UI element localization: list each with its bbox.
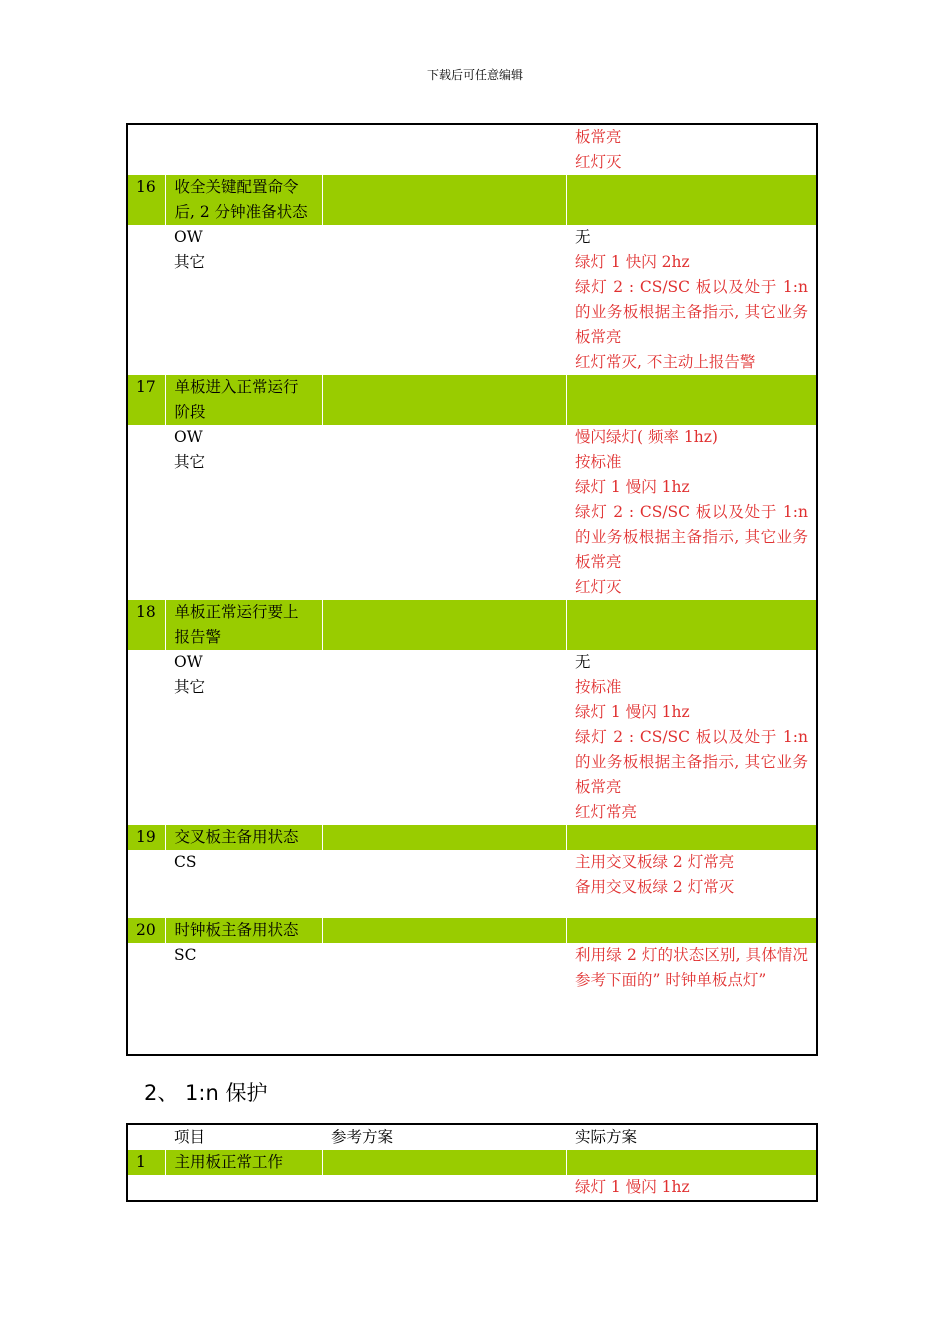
detail-line: 慢闪绿灯( 频率 1hz): [575, 428, 718, 446]
section-header-row: [127, 175, 817, 225]
detail-line: 红灯灭: [575, 153, 622, 171]
detail-line: 绿灯 2 : CS/SC 板以及处于 1:n 的业务板根据主备指示, 其它业务板常亮: [575, 278, 808, 346]
section-title: 主用板正常工作: [165, 1150, 322, 1175]
table-row: [127, 124, 817, 175]
table-row: [127, 225, 817, 375]
table-row: [127, 650, 817, 825]
board-type-cell: OW 其它: [174, 228, 206, 271]
detail-line: 主用交叉板绿 2 灯常亮: [575, 853, 735, 871]
led-status-table: [126, 123, 818, 1056]
detail-line: 备用交叉板绿 2 灯常灭: [575, 878, 735, 896]
right-cell: [566, 850, 817, 918]
right-cell: [566, 225, 817, 375]
right-cell: [566, 124, 817, 175]
detail-line: 红灯常亮: [575, 803, 638, 821]
section-header-row: [127, 600, 817, 650]
section-header-row: [127, 825, 817, 850]
detail-line: 绿灯 1 慢闪 1hz: [575, 1178, 690, 1196]
header-row: [127, 1124, 817, 1150]
column-header: 项目: [174, 1128, 206, 1146]
detail-line: 无: [575, 653, 591, 671]
section-title: 单板进入正常运行 阶段: [165, 375, 322, 425]
board-type-cell: CS: [174, 853, 197, 871]
detail-line: 红灯灭: [575, 578, 622, 596]
protection-table: [126, 1123, 818, 1202]
section-header-row: [127, 1150, 817, 1175]
detail-line: 绿灯 2 : CS/SC 板以及处于 1:n 的业务板根据主备指示, 其它业务板常亮: [575, 728, 808, 796]
row-number: 19: [127, 825, 165, 850]
section-title: 交叉板主备用状态: [165, 825, 322, 850]
board-type-cell: OW 其它: [174, 428, 206, 471]
detail-line: 板常亮: [575, 128, 622, 146]
table-row: [127, 1175, 817, 1201]
detail-line: 绿灯 1 快闪 2hz: [575, 253, 690, 271]
row-number: 17: [127, 375, 165, 425]
page-header: 下载后可任意编辑: [426, 68, 523, 82]
right-cell: [566, 650, 817, 825]
column-header: 实际方案: [575, 1128, 638, 1146]
detail-line: 无: [575, 228, 591, 246]
section-header-row: [127, 375, 817, 425]
board-type-cell: SC: [174, 946, 197, 964]
row-number: 18: [127, 600, 165, 650]
detail-line: 绿灯 1 慢闪 1hz: [575, 703, 690, 721]
right-cell: [566, 943, 817, 1055]
table-row: [127, 943, 817, 1055]
detail-line: 红灯常灭, 不主动上报告警: [575, 353, 756, 371]
detail-line: 绿灯 2 : CS/SC 板以及处于 1:n 的业务板根据主备指示, 其它业务板常亮: [575, 503, 808, 571]
detail-line: 绿灯 1 慢闪 1hz: [575, 478, 690, 496]
board-type-cell: OW 其它: [174, 653, 206, 696]
section-title: 收全关键配置命令 后, 2 分钟准备状态: [165, 175, 322, 225]
section-title: 时钟板主备用状态: [165, 918, 322, 943]
detail-line: 利用绿 2 灯的状态区别, 具体情况参考下面的” 时钟单板点灯”: [575, 946, 808, 989]
section-heading: 2、 1:n 保护: [144, 1081, 268, 1105]
detail-line: 按标准: [575, 453, 622, 471]
row-number: 20: [127, 918, 165, 943]
row-number: 16: [127, 175, 165, 225]
detail-line: 按标准: [575, 678, 622, 696]
section-title: 单板正常运行要上 报告警: [165, 600, 322, 650]
column-header: 参考方案: [331, 1128, 394, 1146]
table-row: [127, 425, 817, 600]
table-row: [127, 850, 817, 918]
right-cell: [566, 425, 817, 600]
section-header-row: [127, 918, 817, 943]
row-number: 1: [127, 1150, 165, 1175]
